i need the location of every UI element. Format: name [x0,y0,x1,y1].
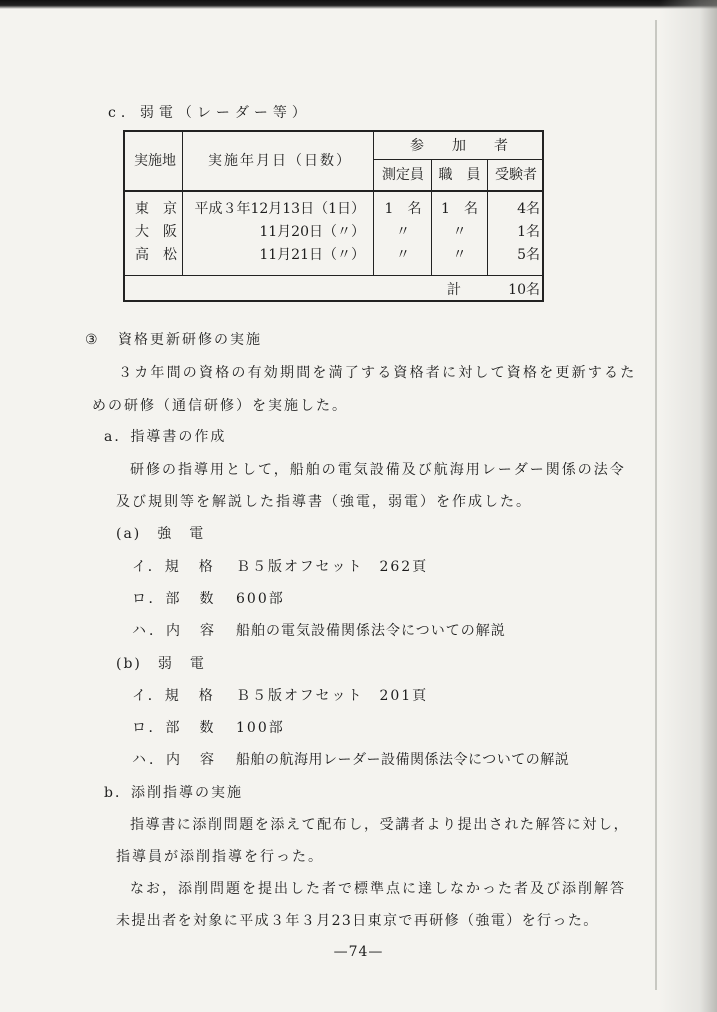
spec-key: ハ．内 容 [132,752,217,768]
scan-top-edge [0,0,717,9]
spec-key: イ．規 格 [132,559,216,575]
row-place: 東 京 [135,201,177,217]
row-measurers: 〃 [396,224,410,240]
paragraph-line: 未提出者を対象に平成３年３月23日東京で再研修（強電）を行った。 [116,913,599,929]
scan-right-fold [655,20,657,990]
header-place: 実施地 [134,153,176,169]
table-hline [125,275,544,276]
row-examinees: 5名 [517,247,540,263]
row-examinees: 1名 [517,224,540,240]
row-staff: 1 名 [441,201,478,217]
row-measurers: 1 名 [384,201,422,217]
spec-key: イ．規 格 [132,688,216,704]
header-examinees: 受験者 [495,167,537,183]
row-place: 大 阪 [135,224,177,240]
spec-key: ロ．部 数 [132,720,217,736]
item-b-label: (b) 弱 電 [116,656,206,672]
paragraph-line: 指導書に添削問題を添えて配布し，受講者より提出された解答に対し， [130,817,630,833]
row-date: 11月21日（〃） [259,247,365,263]
paragraph-line: なお，添削問題を提出した者で標準点に達しなかった者及び添削解答 [130,881,626,897]
section-heading: 資格更新研修の実施 [118,332,262,348]
row-measurers: 〃 [396,247,410,263]
paragraph-line: めの研修（通信研修）を実施した。 [92,398,348,414]
spec-key: ロ．部 数 [132,591,217,607]
row-staff: 〃 [452,224,467,240]
subsection-b-heading: b．添削指導の実施 [104,785,243,801]
table-vline [373,132,374,276]
section-number: ③ [85,332,99,348]
row-staff: 〃 [452,247,467,263]
row-place: 高 松 [135,247,177,263]
scan-right-shadow [659,0,717,1012]
paragraph-line: ３カ年間の資格の有効期間を満了する資格者に対して資格を更新するた [118,365,637,381]
section-c-heading: c．弱電（レーダー等） [108,105,311,121]
row-date: 平成３年12月13日（1日） [194,201,365,217]
spec-value: 船舶の電気設備関係法令についての解説 [236,623,506,639]
spec-value: Ｂ５版オフセット 201頁 [236,688,429,704]
header-measurers: 測定員 [382,167,424,183]
paragraph-line: 研修の指導用として，船舶の電気設備及び航海用レーダー関係の法令 [130,462,626,478]
table-hline [373,159,544,160]
row-date: 11月20日（〃） [259,224,365,240]
table-hline [125,190,544,192]
total-value: 10名 [508,282,540,298]
paragraph-line: 指導員が添削指導を行った。 [116,849,324,865]
header-staff: 職 員 [438,167,481,183]
header-participants: 参 加 者 [410,138,508,154]
item-a-label: (a) 強 電 [116,526,206,542]
spec-value: Ｂ５版オフセット 262頁 [236,559,429,575]
total-label: 計 [447,282,461,298]
header-date: 実施年月日（日数） [208,153,352,169]
spec-key: ハ．内 容 [132,623,217,639]
spec-value: 船舶の航海用レーダー設備関係法令についての解説 [236,752,570,768]
paragraph-line: 及び規則等を解説した指導書（強電，弱電）を作成した。 [116,494,532,510]
subsection-a-heading: a．指導書の作成 [104,429,227,445]
row-examinees: 4名 [517,201,540,217]
page-number: —74— [333,944,384,960]
participants-table [123,130,544,302]
spec-value: 600部 [236,591,285,607]
spec-value: 100部 [236,720,285,736]
